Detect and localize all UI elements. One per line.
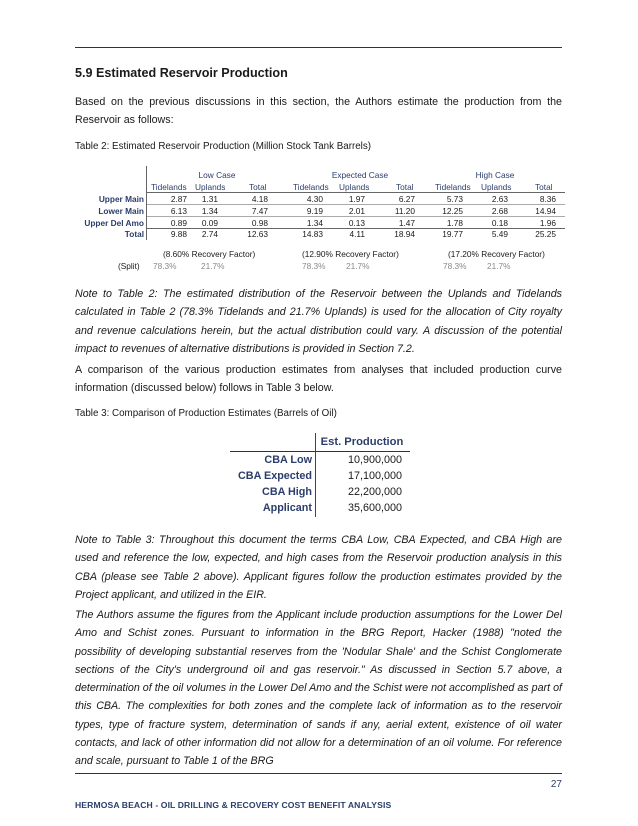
table2-cell: 9.19 bbox=[306, 206, 323, 216]
table2-split-value: 78.3% bbox=[302, 261, 326, 271]
table2-cell: 4.11 bbox=[349, 229, 365, 239]
table2-cell: 19.77 bbox=[442, 229, 463, 239]
table2-split-value: 21.7% bbox=[201, 261, 225, 271]
table2-caption: Table 2: Estimated Reservoir Production (Million Stock Tank Barrels) bbox=[75, 141, 372, 152]
table2-split-value: 78.3% bbox=[443, 261, 467, 271]
table2-cell: 0.89 bbox=[170, 218, 187, 228]
footer-rule bbox=[75, 773, 562, 774]
table2-group-low: Low Case bbox=[198, 170, 236, 180]
table2-cell: 1.97 bbox=[348, 194, 365, 204]
page-number: 27 bbox=[550, 779, 562, 790]
table3-row-label: CBA Low bbox=[264, 454, 312, 466]
table2-cell: 2.87 bbox=[170, 194, 187, 204]
table2-recovery-factor-low: (8.60% Recovery Factor) bbox=[163, 249, 256, 259]
table2-cell: 6.27 bbox=[398, 194, 415, 204]
table2-recovery-factor-high: (17.20% Recovery Factor) bbox=[448, 249, 545, 259]
table2-split-value: 21.7% bbox=[346, 261, 370, 271]
table2-cell: 8.36 bbox=[539, 194, 556, 204]
table2-cell: 5.73 bbox=[446, 194, 463, 204]
table2-cell: 6.13 bbox=[170, 206, 187, 216]
footer-title: HERMOSA BEACH - OIL DRILLING & RECOVERY COST BENEFIT ANALYSIS bbox=[75, 800, 392, 810]
table2-cell: 18.94 bbox=[394, 229, 415, 239]
table2-cell: 2.01 bbox=[348, 206, 365, 216]
table2-cell: 12.25 bbox=[442, 206, 463, 216]
intro-paragraph: Based on the previous discussions in this section, the Authors estimate the production from the Reservoir as follows: bbox=[75, 96, 562, 127]
table2-cell: 4.30 bbox=[306, 194, 323, 204]
table2-cell: 0.13 bbox=[348, 218, 365, 228]
table2-group-expected: Expected Case bbox=[331, 170, 389, 180]
table2-sub-uplands-low: Uplands bbox=[195, 182, 226, 192]
table2-sub-tidelands-high: Tidelands bbox=[435, 182, 471, 192]
table2-split-value: 21.7% bbox=[487, 261, 511, 271]
table2-row-label: Upper Del Amo bbox=[84, 218, 144, 228]
table2-row-rule bbox=[147, 204, 565, 205]
section-heading: 5.9 Estimated Reservoir Production bbox=[75, 66, 288, 80]
table2-split-label: (Split) bbox=[118, 261, 140, 271]
table2-cell: 9.88 bbox=[170, 229, 187, 239]
table2-cell: 7.47 bbox=[251, 206, 268, 216]
table2-group-high: High Case bbox=[475, 170, 515, 180]
table3-note: Note to Table 3: Throughout this document the terms CBA Low, CBA Expected, and CBA High are used and reference the low, expected, and high cases from the Reservoir production analysis in this CBA (please see Table 2 above). Applicant figures follow the production estimates provided by the Project applicant, and utilized in the EIR. bbox=[75, 534, 562, 601]
table2-sub-uplands-exp: Uplands bbox=[339, 182, 370, 192]
table2-cell: 1.34 bbox=[306, 218, 323, 228]
top-rule bbox=[75, 47, 562, 48]
table2-sub-tidelands-low: Tidelands bbox=[151, 182, 187, 192]
table3-row-label: CBA High bbox=[262, 486, 312, 498]
table2-header-rule bbox=[147, 192, 565, 193]
table2-cell: 0.98 bbox=[251, 218, 268, 228]
table2-sub-total-low: Total bbox=[249, 182, 267, 192]
table2-cell: 1.78 bbox=[446, 218, 463, 228]
table2-sub-total-exp: Total bbox=[396, 182, 414, 192]
table2-recovery-factor-expected: (12.90% Recovery Factor) bbox=[302, 249, 399, 259]
table2-sub-uplands-high: Uplands bbox=[481, 182, 512, 192]
table2-row-rule bbox=[147, 216, 565, 217]
table3-row-label: CBA Expected bbox=[238, 470, 312, 482]
table2-cell: 14.83 bbox=[302, 229, 323, 239]
table2-sub-total-high: Total bbox=[535, 182, 553, 192]
table2-cell: 5.49 bbox=[491, 229, 508, 239]
table3-caption: Table 3: Comparison of Production Estimates (Barrels of Oil) bbox=[75, 408, 337, 419]
table2-cell: 1.31 bbox=[201, 194, 218, 204]
table2-row-label: Lower Main bbox=[98, 206, 144, 216]
table2-cell: 1.96 bbox=[539, 218, 556, 228]
table2-split-value: 78.3% bbox=[153, 261, 177, 271]
authors-paragraph: The Authors assume the figures from the Applicant include production assumptions for the Lower Del Amo and Schist zones. Pursuant to information in the BRG Report, Hacker (1988) "noted the possibility of developing substantial reserves from the 'Nodular Shale' and the Schist Conglomerate sections of the City's underground oil and gas reservoir." As discussed in Section 5.7 above, a determination of the oil volumes in the Lower Del Amo and the Schist were not accomplished as part of this CBA. The complexities for both zones and the complete lack of information as to the reservoir types, type of fracture system, determination of sands if any, aerial extent, existence of oil water contacts, and lack of other information did not allow for a determination of an oil volume. For reference and scale, pursuant to Table 1 of the BRG bbox=[75, 609, 562, 768]
table3-row-label: Applicant bbox=[262, 502, 312, 514]
table2-row-label: Total bbox=[124, 229, 144, 239]
table2-cell: 11.20 bbox=[394, 206, 415, 216]
table2-cell: 14.94 bbox=[535, 206, 556, 216]
table2-cell: 1.34 bbox=[201, 206, 218, 216]
table3-row-value: 17,100,000 bbox=[347, 470, 402, 482]
table2-row-label: Upper Main bbox=[98, 194, 144, 204]
comparison-paragraph: A comparison of the various production estimates from analyses that included production curve information (discussed below) follows in Table 3 below. bbox=[75, 364, 562, 395]
table2-cell: 2.74 bbox=[201, 229, 218, 239]
table2-cell: 0.09 bbox=[201, 218, 218, 228]
table2-cell: 2.63 bbox=[491, 194, 508, 204]
table3-row-value: 10,900,000 bbox=[347, 454, 402, 466]
table2-cell: 12.63 bbox=[247, 229, 268, 239]
table3-separator bbox=[315, 433, 316, 517]
table2-cell: 25.25 bbox=[535, 229, 556, 239]
table2-sub-tidelands-exp: Tidelands bbox=[293, 182, 329, 192]
table2-cell: 4.18 bbox=[251, 194, 268, 204]
table2-note: Note to Table 2: The estimated distribution of the Reservoir between the Uplands and Tidelands calculated in Table 2 (78.3% Tidelands and 21.7% Uplands) is used for the allocation of City royalty and revenue calculations herein, but the actual distribution could vary. A discussion of the potential impact to revenues of alternative distributions is provided in Section 7.2. bbox=[75, 288, 562, 355]
table3-header: Est. Production bbox=[320, 436, 404, 448]
table3-row-value: 22,200,000 bbox=[347, 486, 402, 498]
table3-row-value: 35,600,000 bbox=[347, 502, 402, 514]
table2-cell: 2.68 bbox=[491, 206, 508, 216]
table2-cell: 1.47 bbox=[398, 218, 415, 228]
table2-cell: 0.18 bbox=[491, 218, 508, 228]
table3-header-rule bbox=[230, 451, 410, 452]
